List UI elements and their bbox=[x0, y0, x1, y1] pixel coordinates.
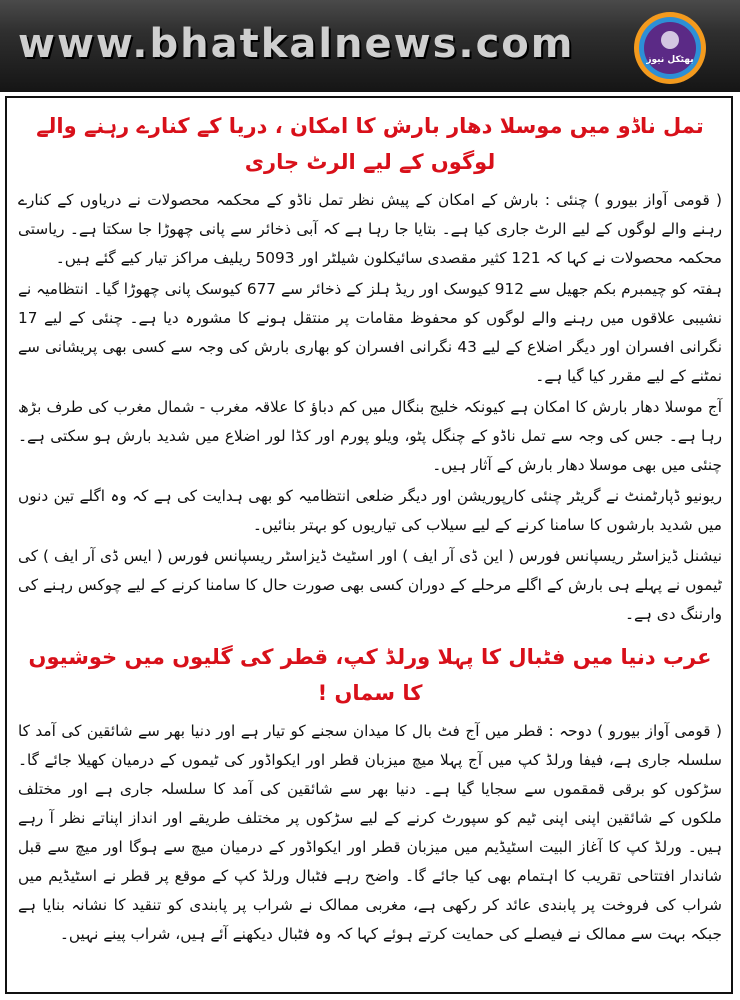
article1-paragraph-3: آج موسلا دھار بارش کا امکان ہے کیونکہ خلیج بنگال میں کم دباؤ کا علاقہ مغرب - شمال مغرب کی طرف بڑھ رہا ہے۔ جس کی وجہ سے تمل ناڈو کے چنگل پٹو، ویلو پورم اور کڈا لور اضلاع میں شدید بارش ہو سکتی ہے۔ چنئی میں بھی موسلا دھار بارش کے آثار ہیں۔ bbox=[18, 398, 722, 474]
site-header bbox=[0, 0, 740, 92]
article1-paragraph-1: ( قومی آواز بیورو ) چنئی : بارش کے امکان کے پیش نظر تمل ناڈو کے محکمہ محصولات نے دریاوں کے کنارے رہنے والے لوگوں کے لیے الرٹ جاری کیا ہے۔ بتایا جا رہا ہے کہ آبی ذخائر سے پانی چھوڑا جا سکتا ہے۔ ریاستی محکمہ محصولات نے کہا کہ 121 کثیر مقصدی سائیکلون شیلٹر اور 5093 ریلیف مراکز تیار کیے گئے ہیں۔ bbox=[18, 191, 722, 267]
site-url[interactable]: www.bhatkalnews.com bbox=[18, 21, 575, 67]
article1-paragraph-5: نیشنل ڈیزاسٹر ریسپانس فورس ( این ڈی آر ایف ) اور اسٹیٹ ڈیزاسٹر ریسپانس فورس ( ایس ڈی آر ایف ) کی ٹیموں نے پہلے ہی بارش کے اگلے مرحلے کے دوران کسی بھی صورت حال کا سامنا کرنے کے لیے چوکس رہنے کی وارننگ دی ہے۔ bbox=[18, 547, 722, 623]
article-content bbox=[18, 104, 722, 994]
article2-paragraph-1: ( قومی آواز بیورو ) دوحہ : قطر میں آج فٹ بال کا میدان سجنے کو تیار ہے اور دنیا بھر سے شائقین کی آمد کا سلسلہ جاری ہے، فیفا ورلڈ کپ میں آج پہلا میچ میزبان قطر اور ایکواڈور کی ٹیموں کے درمیان کھیلا جائے گا۔ سڑکوں کو برقی قمقموں سے سجایا گیا ہے۔ دنیا بھر سے شائقین کی آمد کا سلسلہ جاری ہے اور مختلف ملکوں کے شائقین اپنی اپنی ٹیم کو سپورٹ کرنے کے لیے سڑکوں پر مختلف طریقے اور انداز اپناتے نظر آ رہے ہیں۔ ورلڈ کپ کا آغاز البیت اسٹیڈیم میں میزبان قطر اور ایکواڈور کے درمیان میچ سے ہوگا اور میچ سے قبل شاندار افتتاحی تقریب کا اہتمام بھی کیا جائے گا۔ واضح رہے فٹبال ورلڈ کپ کے موقع پر قطر نے اسٹیڈیم میں شراب کی فروخت پر پابندی عائد کر رکھی ہے، مغربی ممالک نے شراب پر پابندی کو تنقید کا نشانہ بنایا ہے جبکہ بہت سے ممالک نے فیصلے کی حمایت کرتے ہوئے کہا کہ وہ فٹبال دیکھنے آئے ہیں، شراب پینے نہیں۔ bbox=[18, 722, 722, 943]
article2-headline: عرب دنیا میں فٹبال کا پہلا ورلڈ کپ، قطر کی گلیوں میں خوشیوں کا سماں ! bbox=[28, 645, 712, 705]
article1-paragraph-4: ریونیو ڈپارٹمنٹ نے گریٹر چنئی کارپوریشن اور دیگر ضلعی انتظامیہ کو بھی ہدایت کی ہے کہ وہ اگلے تین دنوں میں شدید بارشوں کا سامنا کرنے کے لیے سیلاب کی تیاریوں کو بہتر بنائیں۔ bbox=[18, 487, 722, 534]
article1-headline: تمل ناڈو میں موسلا دھار بارش کا امکان ، دریا کے کنارے رہنے والے لوگوں کے لیے الرٹ جاری bbox=[36, 114, 704, 174]
logo-urdu-text: بھٹکل نیوز bbox=[646, 55, 694, 65]
article1-paragraph-2: ہفتہ کو چیمبرم بکم جھیل سے 912 کیوسک اور ریڈ ہلز کے ذخائر سے 677 کیوسک پانی چھوڑا گیا۔ انتظامیہ نے نشیبی علاقوں میں رہنے والے لوگوں کو محفوظ مقامات پر منتقل ہونے کا مشورہ دیا ہے۔ چنئی کے لیے 17 نگرانی افسران اور دیگر اضلاع کے لیے 43 نگرانی افسران کو بھاری بارش کی وجہ سے کسی بھی پریشانی سے نمٹنے کے لیے مقرر کیا گیا ہے۔ bbox=[18, 280, 722, 385]
logo-globe-icon bbox=[661, 31, 679, 49]
site-logo[interactable] bbox=[630, 8, 710, 88]
